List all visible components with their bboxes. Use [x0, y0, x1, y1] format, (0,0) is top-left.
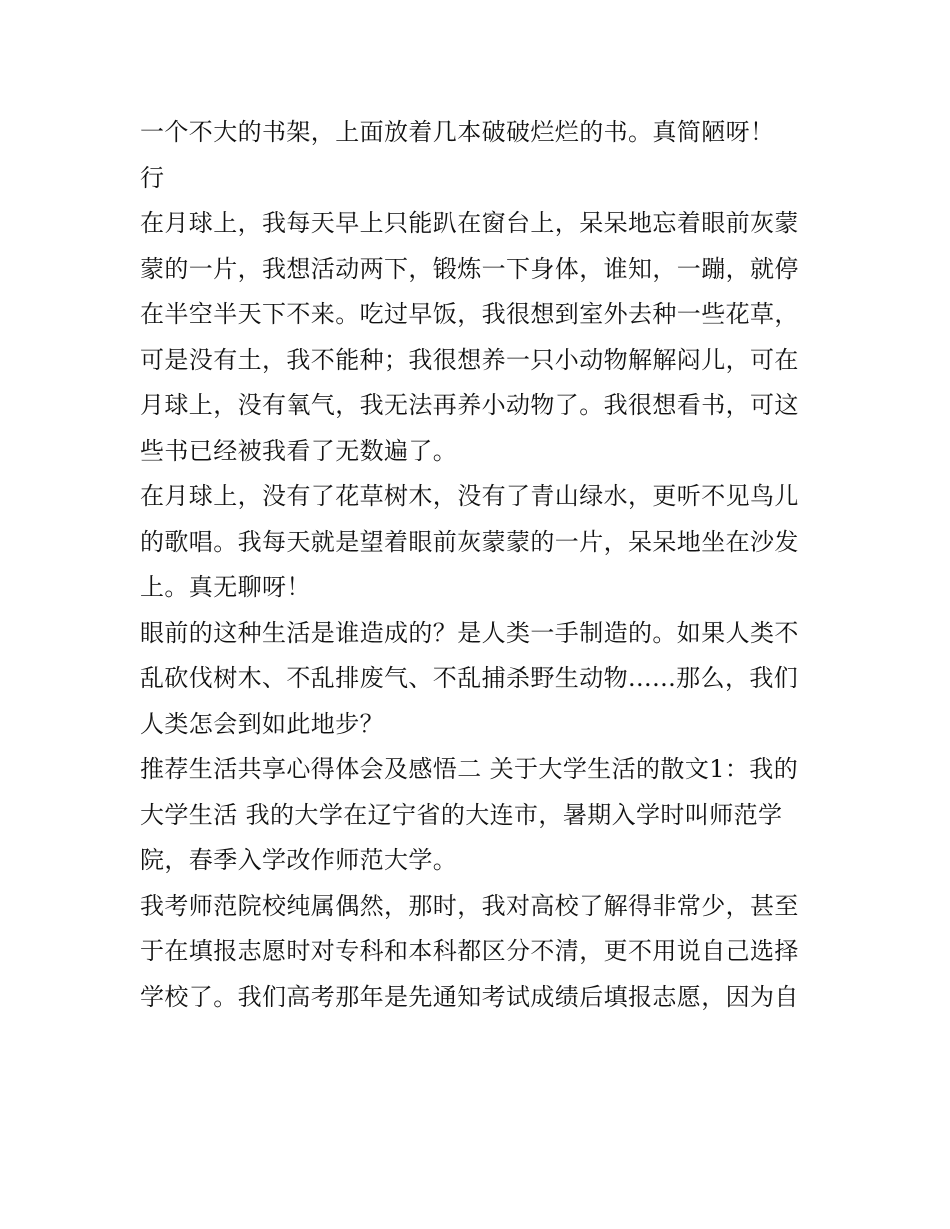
- paragraph-moon-morning: 在月球上，我每天早上只能趴在窗台上，呆呆地忘着眼前灰蒙蒙的一片，我想活动两下，锻炼一下身体，谁知，一蹦，就停在半空半天下不来。吃过早饭，我很想到室外去种一些花草，可是没有土，我不能种；我很想养一只小动物解解闷儿，可在月球上，没有氧气，我无法再养小动物了。我很想看书，可这些书已经被我看了无数遍了。: [140, 209, 799, 465]
- paragraph-xing: 行: [140, 163, 165, 192]
- paragraph-recommend-college: 推荐生活共享心得体会及感悟二 关于大学生活的散文1：我的大学生活 我的大学在辽宁省的大连市，暑期入学时叫师范学院，春季入学改作师范大学。: [140, 755, 799, 874]
- paragraph-who-caused: 眼前的这种生活是谁造成的？是人类一手制造的。如果人类不乱砍伐树木、不乱排废气、不乱捕杀野生动物......那么，我们人类怎会到如此地步？: [140, 618, 799, 738]
- document-body: [140, 110, 815, 1020]
- paragraph-bookshelf: 一个不大的书架，上面放着几本破破烂烂的书。真简陋呀！: [140, 118, 775, 146]
- paragraph-normal-university: 我考师范院校纯属偶然，那时，我对高校了解得非常少，甚至于在填报志愿时对专科和本科都区分不清，更不用说自己选择学校了。我们高考那年是先通知考试成绩后填报志愿，因为自: [140, 891, 799, 1011]
- paragraph-moon-no-plants: 在月球上，没有了花草树木，没有了青山绿水，更听不见鸟儿的歌唱。我每天就是望着眼前灰蒙蒙的一片，呆呆地坐在沙发上。真无聊呀！: [140, 482, 799, 601]
